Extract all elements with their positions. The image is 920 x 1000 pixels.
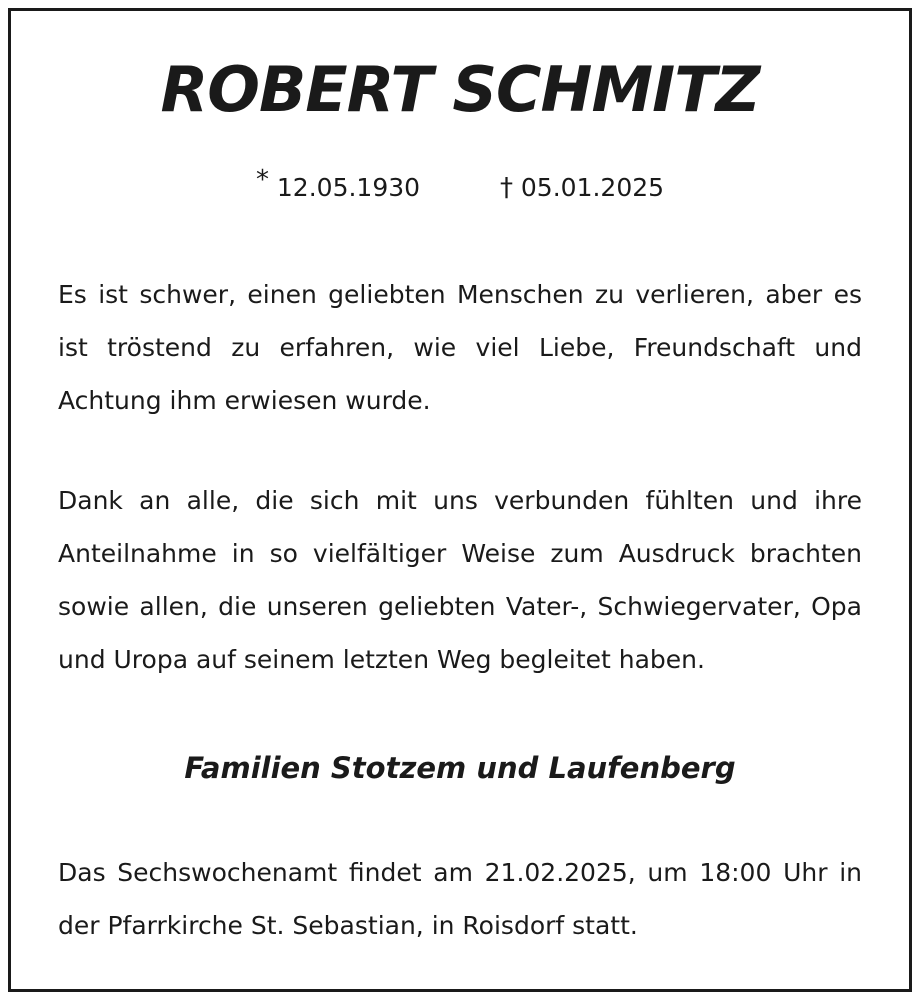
birth-date: 12.05.1930 [276,173,421,202]
death-symbol: † [499,173,513,203]
service-announcement: Das Sechswochenamt findet am 21.02.2025, um 18:00 Uhr in der Pfarrkirche St. Sebastian, in Roisdorf statt. [58,858,862,940]
condolence-paragraph: Es ist schwer, einen geliebten Menschen zu verlieren, aber es ist tröstend zu erfahren, wie viel Liebe, Freundschaft und Achtung ihm erwiesen wurde. [58,280,862,415]
birth-symbol: * [255,165,269,195]
deceased-name: ROBERT SCHMITZ [160,53,760,126]
death-date: 05.01.2025 [520,173,665,202]
life-dates [0,165,920,208]
thanks-paragraph: Dank an alle, die sich mit uns verbunden fühlten und ihre Anteilnahme in so vielfältiger Weise zum Ausdruck brachten sowie allen, die unseren geliebten Vater-, Schwiegervater, Opa und Uropa auf seinem letzten Weg begleitet haben. [58,486,862,674]
family-signature: Familien Stotzem und Laufenberg [184,751,736,785]
